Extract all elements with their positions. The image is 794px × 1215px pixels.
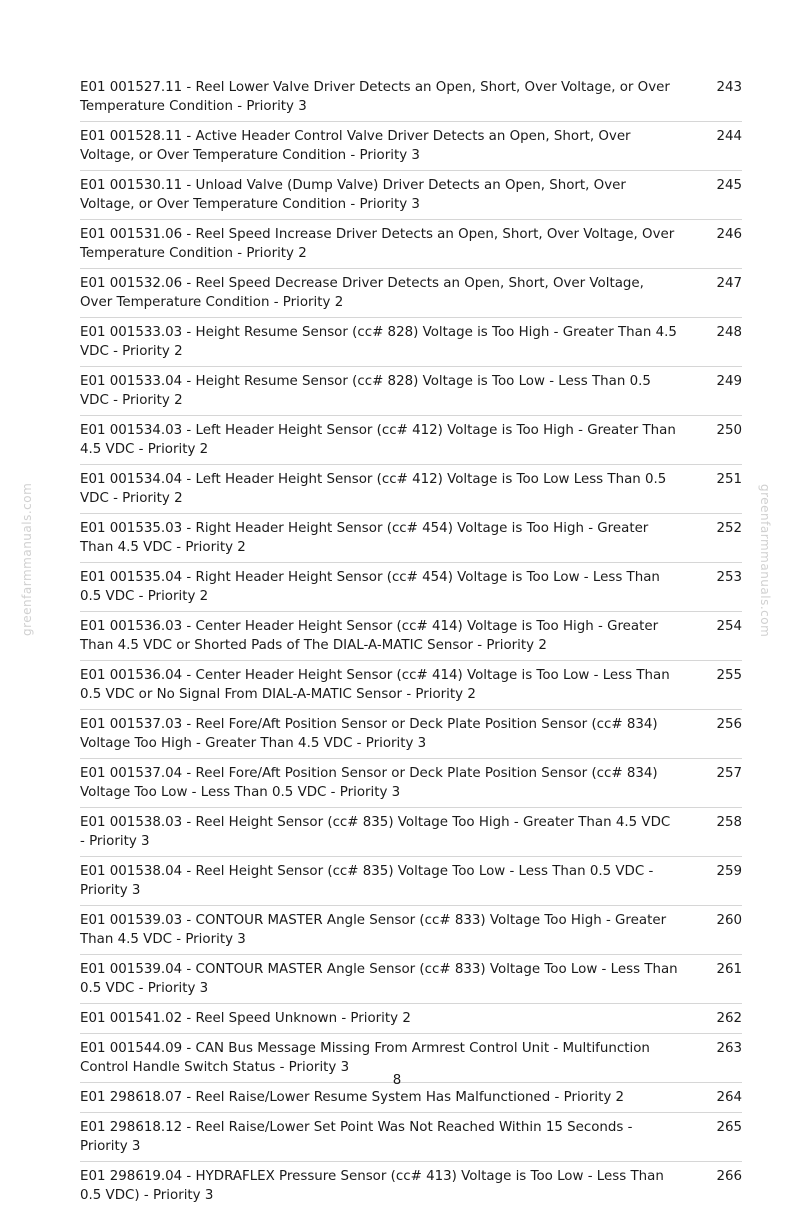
toc-entry[interactable] — [80, 274, 742, 318]
toc-entry-title: E01 001532.06 - Reel Speed Decrease Driver Detects an Open, Short, Over Voltage, Over Temperature Condition - Priority 2 — [80, 276, 644, 310]
toc-entry-page: 259 — [716, 864, 742, 879]
toc-entry-page: 250 — [716, 423, 742, 438]
toc-entry-title: E01 001537.04 - Reel Fore/Aft Position Sensor or Deck Plate Position Sensor (cc# 834) Voltage Too Low - Less Than 0.5 VDC - Priority 3 — [80, 766, 658, 800]
toc-entry[interactable] — [80, 225, 742, 269]
toc-entry-title: E01 001530.11 - Unload Valve (Dump Valve) Driver Detects an Open, Short, Over Voltage, or Over Temperature Condition - Priority 3 — [80, 178, 626, 212]
toc-entry-title: E01 001539.04 - CONTOUR MASTER Angle Sensor (cc# 833) Voltage Too Low - Less Than 0.5 VDC - Priority 3 — [80, 962, 678, 996]
toc-entry-title: E01 001537.03 - Reel Fore/Aft Position Sensor or Deck Plate Position Sensor (cc# 834) Voltage Too High - Greater Than 4.5 VDC - Priority 3 — [80, 717, 658, 751]
toc-entry-title: E01 001538.04 - Reel Height Sensor (cc# 835) Voltage Too Low - Less Than 0.5 VDC - Priority 3 — [80, 864, 654, 898]
toc-entry-page: 251 — [716, 472, 742, 487]
toc-entry-page: 264 — [716, 1090, 742, 1105]
toc-entry[interactable] — [80, 1009, 742, 1034]
toc-entry-page: 244 — [716, 129, 742, 144]
toc-entry-page: 263 — [716, 1041, 742, 1056]
toc-entry-title: E01 001533.03 - Height Resume Sensor (cc# 828) Voltage is Too High - Greater Than 4.5 VDC - Priority 2 — [80, 325, 677, 359]
toc-entry-title: E01 001534.04 - Left Header Height Sensor (cc# 412) Voltage is Too Low Less Than 0.5 VDC - Priority 2 — [80, 472, 667, 506]
toc-entry-title: E01 001536.04 - Center Header Height Sensor (cc# 414) Voltage is Too Low - Less Than 0.5 VDC or No Signal From DIAL-A-MATIC Sensor - Priority 2 — [80, 668, 670, 702]
toc-entry[interactable] — [80, 617, 742, 661]
toc-entry-title: E01 001534.03 - Left Header Height Sensor (cc# 412) Voltage is Too High - Greater Than 4.5 VDC - Priority 2 — [80, 423, 676, 457]
toc-entry-title: E01 001539.03 - CONTOUR MASTER Angle Sensor (cc# 833) Voltage Too High - Greater Than 4.5 VDC - Priority 3 — [80, 913, 667, 947]
toc-entry[interactable] — [80, 1167, 742, 1210]
toc-entry-title: E01 001528.11 - Active Header Control Valve Driver Detects an Open, Short, Over Voltage, or Over Temperature Condition - Priority 3 — [80, 129, 631, 163]
watermark-right: greenfarmmanuals.com — [758, 484, 772, 638]
toc-entry[interactable] — [80, 568, 742, 612]
toc-entry[interactable] — [80, 911, 742, 955]
toc-entry-title: E01 298618.12 - Reel Raise/Lower Set Point Was Not Reached Within 15 Seconds - Priority 3 — [80, 1120, 633, 1154]
toc-entry-title: E01 001536.03 - Center Header Height Sensor (cc# 414) Voltage is Too High - Greater Than 4.5 VDC or Shorted Pads of The DIAL-A-MATIC Sensor - Priority 2 — [80, 619, 659, 653]
toc-entry-page: 257 — [716, 766, 742, 781]
toc-entry[interactable] — [80, 1088, 742, 1113]
table-of-contents — [80, 78, 742, 1215]
toc-entry-page: 248 — [716, 325, 742, 340]
toc-entry-page: 254 — [716, 619, 742, 634]
toc-entry[interactable] — [80, 127, 742, 171]
toc-entry-page: 249 — [716, 374, 742, 389]
toc-entry-page: 243 — [716, 80, 742, 95]
toc-entry[interactable] — [80, 372, 742, 416]
toc-entry-page: 266 — [716, 1169, 742, 1184]
toc-entry-title: E01 001533.04 - Height Resume Sensor (cc# 828) Voltage is Too Low - Less Than 0.5 VDC - Priority 2 — [80, 374, 651, 408]
toc-entry[interactable] — [80, 666, 742, 710]
watermark-left: greenfarmmanuals.com — [20, 482, 34, 636]
toc-entry-page: 247 — [716, 276, 742, 291]
toc-entry[interactable] — [80, 862, 742, 906]
toc-entry-page: 261 — [716, 962, 742, 977]
toc-entry-title: E01 298619.04 - HYDRAFLEX Pressure Sensor (cc# 413) Voltage is Too Low - Less Than 0.5 VDC) - Priority 3 — [80, 1169, 664, 1203]
toc-entry-page: 255 — [716, 668, 742, 683]
toc-entry-title: E01 001527.11 - Reel Lower Valve Driver Detects an Open, Short, Over Voltage, or Over Temperature Condition - Priority 3 — [80, 80, 670, 114]
toc-entry[interactable] — [80, 960, 742, 1004]
toc-entry[interactable] — [80, 764, 742, 808]
toc-entry-page: 253 — [716, 570, 742, 585]
toc-entry[interactable] — [80, 1118, 742, 1162]
toc-entry-title: E01 001535.03 - Right Header Height Sensor (cc# 454) Voltage is Too High - Greater Than 4.5 VDC - Priority 2 — [80, 521, 649, 555]
toc-entry-page: 265 — [716, 1120, 742, 1135]
toc-entry-title: E01 298618.07 - Reel Raise/Lower Resume System Has Malfunctioned - Priority 2 — [80, 1090, 625, 1105]
toc-entry[interactable] — [80, 323, 742, 367]
toc-entry[interactable] — [80, 176, 742, 220]
toc-entry-page: 260 — [716, 913, 742, 928]
toc-entry-title: E01 001544.09 - CAN Bus Message Missing From Armrest Control Unit - Multifunction Control Handle Switch Status - Priority 3 — [80, 1041, 650, 1075]
toc-entry[interactable] — [80, 715, 742, 759]
toc-entry-page: 252 — [716, 521, 742, 536]
toc-entry-page: 246 — [716, 227, 742, 242]
toc-entry-title: E01 001535.04 - Right Header Height Sensor (cc# 454) Voltage is Too Low - Less Than 0.5 VDC - Priority 2 — [80, 570, 660, 604]
toc-entry-page: 262 — [716, 1011, 742, 1026]
toc-entry[interactable] — [80, 78, 742, 122]
toc-entry-page: 258 — [716, 815, 742, 830]
toc-entry[interactable] — [80, 519, 742, 563]
toc-entry[interactable] — [80, 421, 742, 465]
toc-entry[interactable] — [80, 813, 742, 857]
toc-entry-page: 256 — [716, 717, 742, 732]
toc-entry[interactable] — [80, 470, 742, 514]
toc-entry-title: E01 001541.02 - Reel Speed Unknown - Priority 2 — [80, 1011, 411, 1026]
toc-entry-title: E01 001531.06 - Reel Speed Increase Driver Detects an Open, Short, Over Voltage, Over Temperature Condition - Priority 2 — [80, 227, 675, 261]
toc-entry-title: E01 001538.03 - Reel Height Sensor (cc# 835) Voltage Too High - Greater Than 4.5 VDC - Priority 3 — [80, 815, 671, 849]
page-number: 8 — [392, 1073, 402, 1088]
toc-entry-page: 245 — [716, 178, 742, 193]
